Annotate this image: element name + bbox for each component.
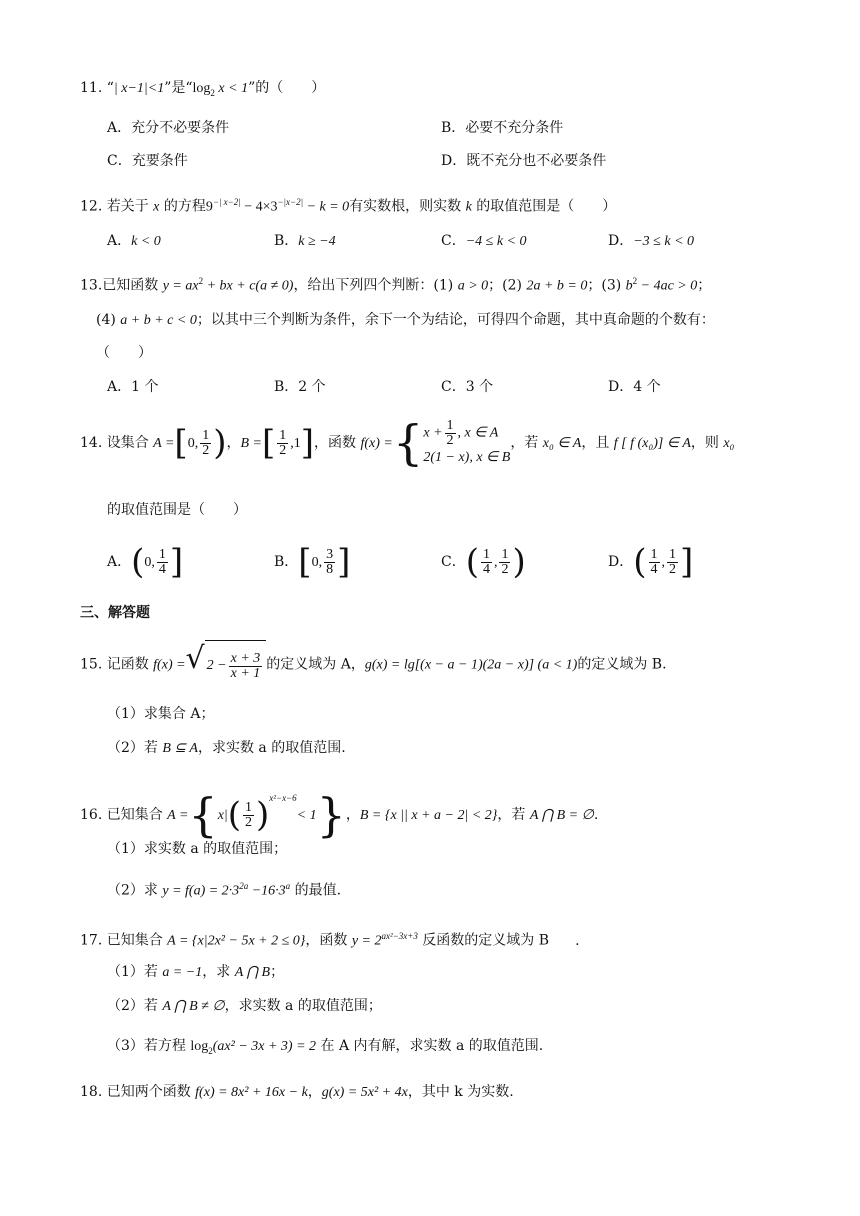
q11-stem: 11. “| x−1|<1”是“$\log_2$ x < 1”的（ ） <box>80 80 326 98</box>
q15-part2: （2）若 B ⊆ A，求实数 a 的取值范围. <box>107 740 346 756</box>
q12-option-a: A．k < 0 <box>107 233 161 249</box>
q17-part2: （2）若 A ⋂ B ≠ ∅，求实数 a 的取值范围； <box>107 998 382 1014</box>
q11-option-d: D．既不充分也不必要条件 <box>441 153 607 169</box>
q13-option-a: A．1 个 <box>107 379 159 395</box>
q13-stem-line3: （ ） <box>96 345 152 361</box>
q14-stem-line1: 14. 设集合 A =[0, $\frac{1}{2}$ )，B =[ $\frac{1}{2}$ ,1]，函数 f(x) ={ x + $\frac{1}{2}$ , x ∈ A 2(1 − x), x ∈ B ，若 x₀ ∈ A，且 f [ f (x₀)] ∈ A，则 x₀ <box>80 415 735 471</box>
q11-option-a: A．充分不必要条件 <box>107 120 230 136</box>
q16-part2: （2）求 $y = f(a) = 2\cdot 3^{2a} -16\cdot 3^a$ 的最值. <box>107 881 342 899</box>
q13-stem-line1: 13.已知函数 $y = ax^2$ + bx + c(a ≠ 0)，给出下列四个判断：(1) a > 0；(2) 2a + b = 0；(3) $b^2 - 4ac > 0$； <box>80 276 712 294</box>
q15-part1: （1）求集合 A； <box>107 706 215 722</box>
q14-option-a: A．(0, $\frac{1}{4}$ ] <box>107 542 184 582</box>
q11-option-b: B．必要不充分条件 <box>441 120 564 136</box>
q13-option-d: D．4 个 <box>608 379 661 395</box>
q17-part3: （3）若方程 $\log_2(ax^2 - 3x + 3) = 2$ 在 A 内有解，求实数 a 的取值范围. <box>107 1038 544 1056</box>
q12-option-c: C．−4 ≤ k < 0 <box>441 233 527 249</box>
q14-stem-line2: 的取值范围是（ ） <box>107 502 247 518</box>
q13-option-c: C．3 个 <box>441 379 494 395</box>
sqrt-sign: √ 2 − $\frac{x + 3}{x + 1}$ <box>186 640 267 689</box>
q14-piecewise: x + $\frac{1}{2}$ , x ∈ A 2(1 − x), x ∈ B <box>423 417 511 465</box>
q17-part1: （1）若 a = −1，求 A ⋂ B； <box>107 964 285 980</box>
q18-stem: 18. 已知两个函数 f(x) = 8x² + 16x − k，g(x) = 5x² + 4x，其中 k 为实数. <box>80 1084 514 1100</box>
q11-option-c: C．充要条件 <box>107 153 188 169</box>
q18-number: 18. <box>80 1084 103 1100</box>
q17-number: 17. <box>80 932 103 949</box>
q13-option-b: B．2 个 <box>274 379 326 395</box>
q14-option-d: D．( $\frac{1}{4}$ , $\frac{1}{2}$ ] <box>608 542 694 582</box>
q12-option-d: D．−3 ≤ k < 0 <box>608 233 695 249</box>
q17-stem: 17. 已知集合 A = {x|2x² − 5x + 2 ≤ 0}，函数 $y = 2^{ax^2-3x+3}$ 反函数的定义域为 B . <box>80 931 580 949</box>
q15-stem: 15. 记函数 f(x) = √ 2 − $\frac{x + 3}{x + 1}$ 的定义域为 A，g(x) = lg[(x − a − 1)(2a − x)] (a < 1)的定义域为 B. <box>80 640 667 689</box>
q14-option-c: C．( $\frac{1}{4}$ , $\frac{1}{2}$ ) <box>441 542 526 582</box>
q12-stem: 12. 若关于 x 的方程$9^{-| x-2|} - 4\times 3^{-|x-2|} - k = 0$有实数根，则实数 k 的取值范围是（ ） <box>80 197 617 215</box>
q12-number: 12. <box>80 198 103 215</box>
q16-stem: 16. 已知集合 A ={x|( $\frac{1}{2}$ )$^{x^2-x-6}$< 1}，B = {x || x + a − 2| < 2}，若 A ⋂ B = ∅. <box>80 788 599 842</box>
q16-number: 16. <box>80 807 103 823</box>
q13-stem-line2: (4) a + b + c < 0；以其中三个判断为条件，余下一个为结论，可得四个命题，其中真命题的个数有： <box>96 312 715 328</box>
q12-option-b: B．k ≥ −4 <box>274 233 336 249</box>
section-heading: 三、解答题 <box>80 605 150 621</box>
q11-number: 11. <box>80 80 103 96</box>
q14-number: 14. <box>80 435 103 451</box>
q13-number: 13. <box>80 277 103 294</box>
q14-option-b: B．[0, $\frac{3}{8}$ ] <box>274 542 351 582</box>
q16-part1: （1）求实数 a 的取值范围； <box>107 841 288 857</box>
q15-number: 15. <box>80 656 103 673</box>
